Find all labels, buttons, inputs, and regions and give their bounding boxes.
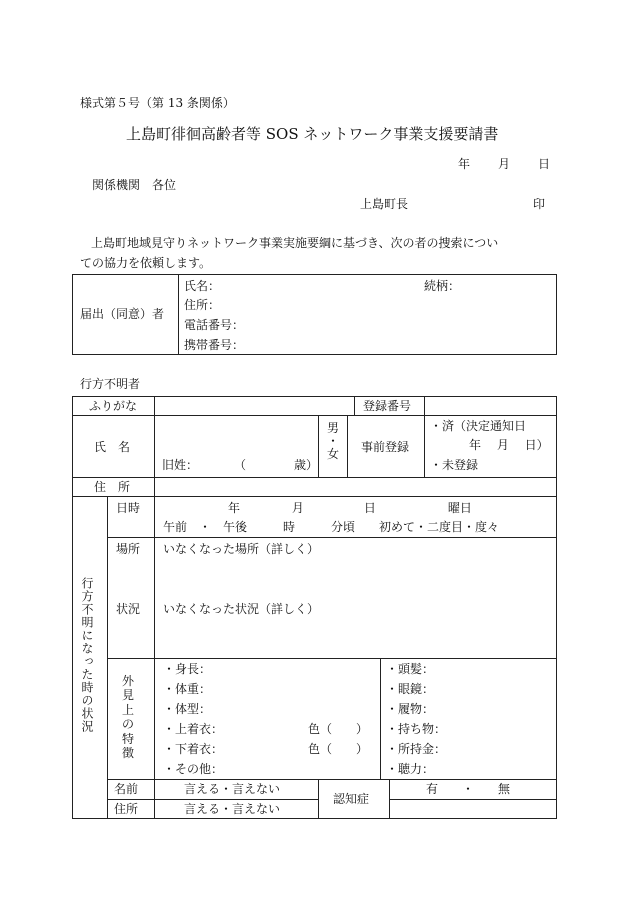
vline-dementia-right bbox=[389, 779, 390, 819]
date-day: 日 bbox=[538, 157, 551, 171]
rule-after-datetime bbox=[107, 537, 557, 538]
rule-after-appearance bbox=[107, 779, 557, 780]
sender: 上島町長 bbox=[360, 197, 409, 211]
feature-build: ・体型： bbox=[163, 702, 212, 716]
registration-no-label: 登録番号 bbox=[363, 399, 412, 413]
datetime-line-1: 年 月 日 曜日 bbox=[228, 501, 472, 515]
applicant-name-label: 氏名： bbox=[184, 279, 221, 293]
registration-not-done: ・未登録 bbox=[430, 458, 479, 472]
intro-line-1: 上島町地域見守りネットワーク事業実施要綱に基づき、次の者の捜索につい bbox=[91, 236, 499, 250]
situation-label: 行方不明になった時の状況 bbox=[80, 577, 94, 733]
datetime-label: 日時 bbox=[116, 501, 141, 515]
feature-glasses: ・眼鏡： bbox=[386, 682, 435, 696]
maiden-name-age: 旧姓： （ 歳） bbox=[162, 458, 319, 472]
can-say-name-value: 言える・言えない bbox=[184, 782, 281, 796]
can-say-name-label: 名前 bbox=[114, 782, 139, 796]
missing-border-top bbox=[72, 396, 557, 397]
applicant-phone-label: 電話番号： bbox=[184, 318, 245, 332]
gender-separator: ・ bbox=[326, 433, 339, 448]
applicant-border-top bbox=[72, 274, 557, 275]
applicant-mobile-label: 携帯番号： bbox=[184, 338, 245, 352]
status-text: いなくなった状況（詳しく） bbox=[163, 602, 320, 616]
applicant-address-label: 住所： bbox=[184, 298, 221, 312]
vline-subheader bbox=[154, 496, 155, 779]
applicant-divider bbox=[178, 274, 179, 355]
rule-between-name-addr-left bbox=[107, 799, 319, 800]
vline-reg-no-right bbox=[424, 396, 425, 416]
furigana-label: ふりがな bbox=[89, 399, 138, 413]
date-month: 月 bbox=[498, 157, 511, 171]
status-label: 状況 bbox=[116, 602, 141, 616]
dementia-value: 有 ・ 無 bbox=[426, 782, 511, 796]
vline-situation bbox=[107, 496, 108, 819]
addressee: 関係機関 各位 bbox=[92, 178, 177, 192]
vline-gender-left bbox=[318, 415, 319, 478]
seal-mark: 印 bbox=[533, 197, 546, 211]
place-text: いなくなった場所（詳しく） bbox=[163, 542, 320, 556]
rule-after-name bbox=[72, 477, 557, 478]
missing-border-bottom bbox=[72, 818, 557, 819]
top-clothing-color: 色（ ） bbox=[308, 722, 369, 736]
rule-after-address bbox=[72, 496, 557, 497]
gender-male[interactable]: 男 bbox=[326, 421, 339, 435]
rule-after-status bbox=[107, 658, 557, 659]
gender-select[interactable] bbox=[324, 422, 342, 461]
vline-bottom-label bbox=[154, 779, 155, 819]
rule-after-furigana bbox=[72, 415, 557, 416]
vline-label-col bbox=[154, 396, 155, 497]
feature-height: ・身長： bbox=[163, 662, 212, 676]
pre-registration-label: 事前登録 bbox=[361, 440, 410, 454]
feature-footwear: ・履物： bbox=[386, 702, 435, 716]
applicant-border-bottom bbox=[72, 354, 557, 355]
vline-prereg-right bbox=[424, 415, 425, 478]
feature-money: ・所持金： bbox=[386, 742, 447, 756]
can-say-address-label: 住所 bbox=[114, 802, 139, 816]
feature-top-clothing: ・上着衣： bbox=[163, 722, 224, 736]
missing-border-left bbox=[72, 396, 73, 819]
appearance-label: 外 見 上 の 特 徴 bbox=[121, 674, 134, 760]
applicant-label: 届出（同意）者 bbox=[80, 307, 165, 321]
feature-weight: ・体重： bbox=[163, 682, 212, 696]
name-label: 氏 名 bbox=[94, 440, 131, 454]
applicant-relation-label: 続柄： bbox=[424, 279, 461, 293]
rule-between-name-addr-right bbox=[389, 799, 557, 800]
missing-border-right bbox=[556, 396, 557, 819]
intro-line-2: ての協力を依頼します。 bbox=[80, 256, 212, 270]
feature-hearing: ・聴力： bbox=[386, 762, 435, 776]
applicant-border-left bbox=[72, 274, 73, 355]
feature-other: ・その他： bbox=[163, 762, 224, 776]
applicant-border-right bbox=[556, 274, 557, 355]
bottom-clothing-color: 色（ ） bbox=[308, 742, 369, 756]
vline-dementia-left bbox=[318, 779, 319, 819]
place-label: 場所 bbox=[116, 542, 141, 556]
vline-gender-right bbox=[347, 415, 348, 478]
registration-done: ・済（決定通知日 bbox=[430, 419, 527, 433]
date-year: 年 bbox=[458, 157, 471, 171]
can-say-address-value: 言える・言えない bbox=[184, 802, 281, 816]
registration-date: 年 月 日） bbox=[469, 438, 549, 452]
datetime-line-2: 午前 ・ 午後 時 分頃 初めて・二度目・度々 bbox=[163, 520, 500, 534]
feature-belongings: ・持ち物： bbox=[386, 722, 447, 736]
dementia-label: 認知症 bbox=[333, 792, 370, 806]
feature-hair: ・頭髪： bbox=[386, 662, 435, 676]
document-title: 上島町徘徊高齢者等 SOS ネットワーク事業支援要請書 bbox=[126, 125, 499, 143]
feature-bottom-clothing: ・下着衣： bbox=[163, 742, 224, 756]
vline-reg-no-left bbox=[354, 396, 355, 416]
missing-address-label: 住 所 bbox=[94, 480, 131, 494]
vline-features-split bbox=[380, 658, 381, 779]
missing-section-title: 行方不明者 bbox=[80, 377, 141, 391]
gender-female[interactable]: 女 bbox=[326, 446, 339, 461]
form-number: 様式第５号（第 13 条関係） bbox=[80, 96, 235, 110]
